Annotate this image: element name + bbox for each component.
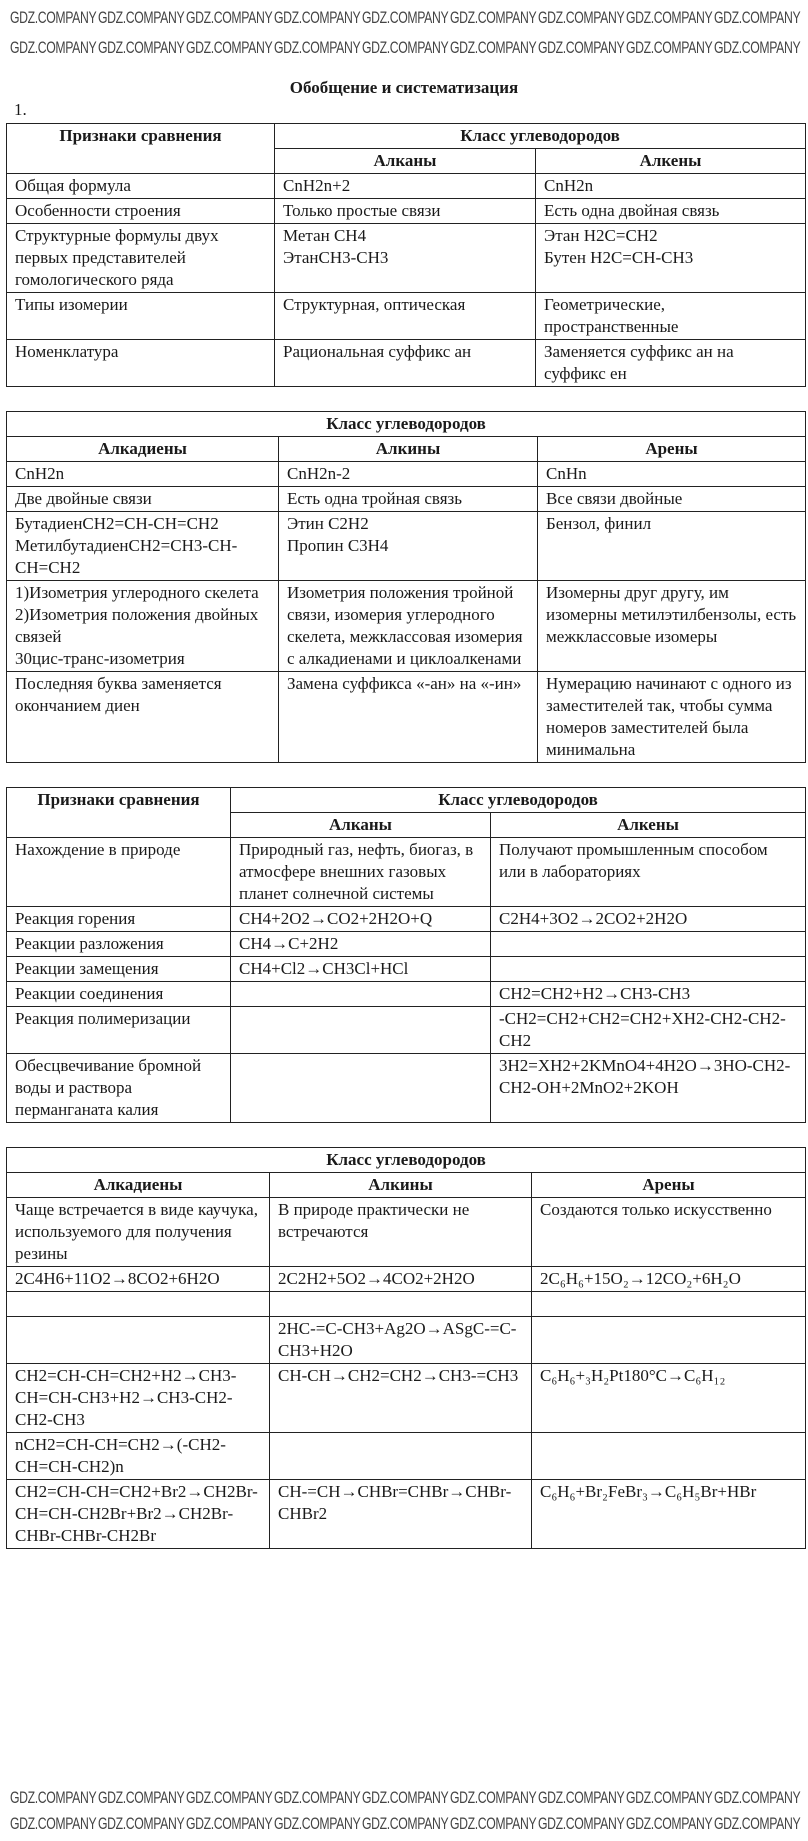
table-cell: CnHn (538, 462, 806, 487)
table-row (7, 1007, 806, 1054)
table-cell (491, 957, 806, 982)
table-cell: Типы изомерии (7, 293, 275, 340)
table-row (7, 1267, 806, 1292)
table-cell: 2C2H2+5O2→4CO2+2H2O (270, 1267, 532, 1292)
table-cell: Реакции соединения (7, 982, 231, 1007)
watermark: GDZ.COMPANY (714, 8, 801, 27)
table-cell: Чаще встречается в виде каучука, используемого для получения резины (7, 1198, 270, 1267)
table-cell (231, 982, 491, 1007)
table-cell (491, 932, 806, 957)
comparison-table-alkanes-alkenes-2 (6, 787, 806, 1123)
table-row (7, 199, 806, 224)
table-row (7, 340, 806, 387)
table-cell: Общая формула (7, 174, 275, 199)
watermark: GDZ.COMPANY (274, 38, 361, 57)
watermark: GDZ.COMPANY (450, 8, 537, 27)
table-cell (231, 1007, 491, 1054)
table-cell: CH4→C+2H2 (231, 932, 491, 957)
table-cell: Реакции замещения (7, 957, 231, 982)
header-row (7, 788, 806, 813)
table-cell: 2C4H6+11O2→8CO2+6H2O (7, 1267, 270, 1292)
watermark: GDZ.COMPANY (450, 1814, 537, 1833)
table-cell: C2H4+3O2→2CO2+2H2O (491, 907, 806, 932)
table-cell: Получают промышленным способом или в лабораториях (491, 838, 806, 907)
table-cell: Обесцвечивание бромной воды и раствора перманганата калия (7, 1054, 231, 1123)
table-cell: Нахождение в природе (7, 838, 231, 907)
table-cell: Последняя буква заменяется окончанием диен (7, 672, 279, 763)
watermark: GDZ.COMPANY (450, 38, 537, 57)
table-row (7, 838, 806, 907)
watermark: GDZ.COMPANY (274, 8, 361, 27)
page-title: Обобщение и систематизация (289, 78, 519, 97)
column-header-row (7, 1173, 806, 1198)
watermark: GDZ.COMPANY (10, 38, 97, 57)
column-header: Алканы (231, 813, 491, 838)
watermark: GDZ.COMPANY (626, 1814, 713, 1833)
group-header: Класс углеводородов (231, 788, 806, 813)
comparison-table-alkanes-alkenes-1 (6, 123, 806, 387)
watermark: GDZ.COMPANY (362, 38, 449, 57)
table-cell (270, 1292, 532, 1317)
watermark: GDZ.COMPANY (538, 1788, 625, 1807)
header-row (7, 124, 806, 149)
table-cell: Изомерны друг другу, им изомерны метилэтилбензолы, есть межклассовые изомеры (538, 581, 806, 672)
column-header: Алканы (275, 149, 536, 174)
table-row (7, 293, 806, 340)
table-cell: Две двойные связи (7, 487, 279, 512)
table-cell: CH2=CH-CH=CH2+H2→CH3-CH=CH-CH3+H2→CH3-CH2-CH2-CH3 (7, 1364, 270, 1433)
header-row (7, 412, 806, 437)
table-cell: Изометрия положения тройной связи, изомерия углеродного скелета, межклассовая изомерия с алкадиенами и циклоалкенами (279, 581, 538, 672)
table-row (7, 581, 806, 672)
table-cell (7, 1292, 270, 1317)
table-cell: Реакция полимеризации (7, 1007, 231, 1054)
table-cell: 2HC-=C-CH3+Ag2O→ASgC-=C-CH3+H2O (270, 1317, 532, 1364)
table-row (7, 1054, 806, 1123)
watermark: GDZ.COMPANY (186, 1788, 273, 1807)
table-cell (7, 1317, 270, 1364)
table-row (7, 982, 806, 1007)
table-cell: nCH2=CH-CH=CH2→(-CH2-CH=CH-CH2)n (7, 1433, 270, 1480)
table-cell: Номенклатура (7, 340, 275, 387)
header-row (7, 1148, 806, 1173)
table-row (7, 1480, 806, 1549)
table-cell: Особенности строения (7, 199, 275, 224)
table-cell: CnH2n (7, 462, 279, 487)
watermark: GDZ.COMPANY (626, 38, 713, 57)
table-cell (532, 1317, 806, 1364)
table-row (7, 957, 806, 982)
column-header: Арены (532, 1173, 806, 1198)
table-cell: БутадиенCH2=CH-CH=CH2 МетилбутадиенCH2=CH3-CH-CH=CH2 (7, 512, 279, 581)
watermark: GDZ.COMPANY (98, 38, 185, 57)
table-row (7, 907, 806, 932)
group-header: Класс углеводородов (7, 412, 806, 437)
table-row (7, 487, 806, 512)
watermark: GDZ.COMPANY (626, 8, 713, 27)
table-cell (532, 1433, 806, 1480)
table-cell (532, 1292, 806, 1317)
table-row (7, 1292, 806, 1317)
corner-header: Признаки сравнения (7, 788, 231, 838)
table-cell: Реакции разложения (7, 932, 231, 957)
table-cell: CH-CH→CH2=CH2→CH3-=CH3 (270, 1364, 532, 1433)
table-row (7, 224, 806, 293)
table-cell: Структурная, оптическая (275, 293, 536, 340)
column-header: Арены (538, 437, 806, 462)
watermark: GDZ.COMPANY (274, 1788, 361, 1807)
table-cell: Реакция горения (7, 907, 231, 932)
watermark: GDZ.COMPANY (186, 38, 273, 57)
corner-header: Признаки сравнения (7, 124, 275, 174)
group-header: Класс углеводородов (7, 1148, 806, 1173)
table-cell: CH2=CH2+H2→CH3-CH3 (491, 982, 806, 1007)
column-header: Алкены (536, 149, 806, 174)
watermark: GDZ.COMPANY (362, 1788, 449, 1807)
watermark: GDZ.COMPANY (626, 1788, 713, 1807)
table-cell: Все связи двойные (538, 487, 806, 512)
table-cell: CH4+2O2→CO2+2H2O+Q (231, 907, 491, 932)
table-cell: Только простые связи (275, 199, 536, 224)
table-cell: Нумерацию начинают с одного из заместителей так, чтобы сумма номеров заместителей была минимальна (538, 672, 806, 763)
table-cell (231, 1054, 491, 1123)
watermark: GDZ.COMPANY (714, 1814, 801, 1833)
watermark: GDZ.COMPANY (98, 1814, 185, 1833)
table-row (7, 1198, 806, 1267)
watermark: GDZ.COMPANY (98, 1788, 185, 1807)
table-cell: Геометрические, пространственные (536, 293, 806, 340)
table-cell: Есть одна двойная связь (536, 199, 806, 224)
column-header-row (7, 437, 806, 462)
table-cell: Природный газ, нефть, биогаз, в атмосфере внешних газовых планет солнечной системы (231, 838, 491, 907)
watermark: GDZ.COMPANY (714, 38, 801, 57)
table-row (7, 1364, 806, 1433)
comparison-table-dienes-alkynes-arenes-1 (6, 411, 806, 763)
task-number: 1. (14, 100, 27, 119)
table-cell: В природе практически не встречаются (270, 1198, 532, 1267)
watermark: GDZ.COMPANY (186, 1814, 273, 1833)
table-row (7, 672, 806, 763)
table-cell: 1)Изометрия углеродного скелета 2)Изометрия положения двойных связей 30цис-транс-изометрия (7, 581, 279, 672)
column-header: Алкины (270, 1173, 532, 1198)
table-cell: 3H2=XH2+2KMnO4+4H2O→3HO-CH2-CH2-OH+2MnO2+2KOH (491, 1054, 806, 1123)
table-cell: CnH2n+2 (275, 174, 536, 199)
table-cell: Замена суффикса «-ан» на «-ин» (279, 672, 538, 763)
table-cell: C₆H₆+Br₂FeBr₃→C₆H₅Br+HBr (532, 1480, 806, 1549)
watermark: GDZ.COMPANY (10, 8, 97, 27)
table-cell: Заменяется суффикс ан на суффикс ен (536, 340, 806, 387)
watermark: GDZ.COMPANY (186, 8, 273, 27)
group-header: Класс углеводородов (275, 124, 806, 149)
table-cell: Этин C2H2 Пропин C3H4 (279, 512, 538, 581)
table-cell: Создаются только искусственно (532, 1198, 806, 1267)
watermark: GDZ.COMPANY (362, 1814, 449, 1833)
table-cell: CnH2n (536, 174, 806, 199)
table-cell: CH-=CH→CHBr=CHBr→CHBr-CHBr2 (270, 1480, 532, 1549)
column-header: Алкены (491, 813, 806, 838)
table-cell: CH2=CH-CH=CH2+Br2→CH2Br-CH=CH-CH2Br+Br2→CH2Br-CHBr-CHBr-CH2Br (7, 1480, 270, 1549)
watermark: GDZ.COMPANY (10, 1788, 97, 1807)
table-cell: C₆H₆+₃H₂Pt180°C→C₆H₁₂ (532, 1364, 806, 1433)
table-cell: Этан H2C=CH2 Бутен H2C=CH-CH3 (536, 224, 806, 293)
table-cell (270, 1433, 532, 1480)
watermark: GDZ.COMPANY (10, 1814, 97, 1833)
table-cell: Бензол, финил (538, 512, 806, 581)
column-header: Алкины (279, 437, 538, 462)
watermark: GDZ.COMPANY (538, 1814, 625, 1833)
watermark: GDZ.COMPANY (538, 8, 625, 27)
watermark: GDZ.COMPANY (362, 8, 449, 27)
table-row (7, 174, 806, 199)
table-cell: 2C₆H₆+15O₂→12CO₂+6H₂O (532, 1267, 806, 1292)
watermark: GDZ.COMPANY (98, 8, 185, 27)
table-cell: CH4+Cl2→CH3Cl+HCl (231, 957, 491, 982)
table-cell: CnH2n-2 (279, 462, 538, 487)
column-header: Алкадиены (7, 437, 279, 462)
watermark: GDZ.COMPANY (274, 1814, 361, 1833)
watermark: GDZ.COMPANY (450, 1788, 537, 1807)
table-row (7, 462, 806, 487)
table-cell: Структурные формулы двух первых представителей гомологического ряда (7, 224, 275, 293)
watermark: GDZ.COMPANY (538, 38, 625, 57)
watermark: GDZ.COMPANY (714, 1788, 801, 1807)
table-cell: Есть одна тройная связь (279, 487, 538, 512)
table-cell: Метан CH4 ЭтанCH3-CH3 (275, 224, 536, 293)
table-row (7, 1317, 806, 1364)
tables-container (6, 123, 805, 1573)
column-header: Алкадиены (7, 1173, 270, 1198)
table-row (7, 512, 806, 581)
table-row (7, 932, 806, 957)
table-cell: -CH2=CH2+CH2=CH2+XH2-CH2-CH2-CH2 (491, 1007, 806, 1054)
comparison-table-dienes-alkynes-arenes-2 (6, 1147, 806, 1549)
table-cell: Рациональная суффикс ан (275, 340, 536, 387)
table-row (7, 1433, 806, 1480)
